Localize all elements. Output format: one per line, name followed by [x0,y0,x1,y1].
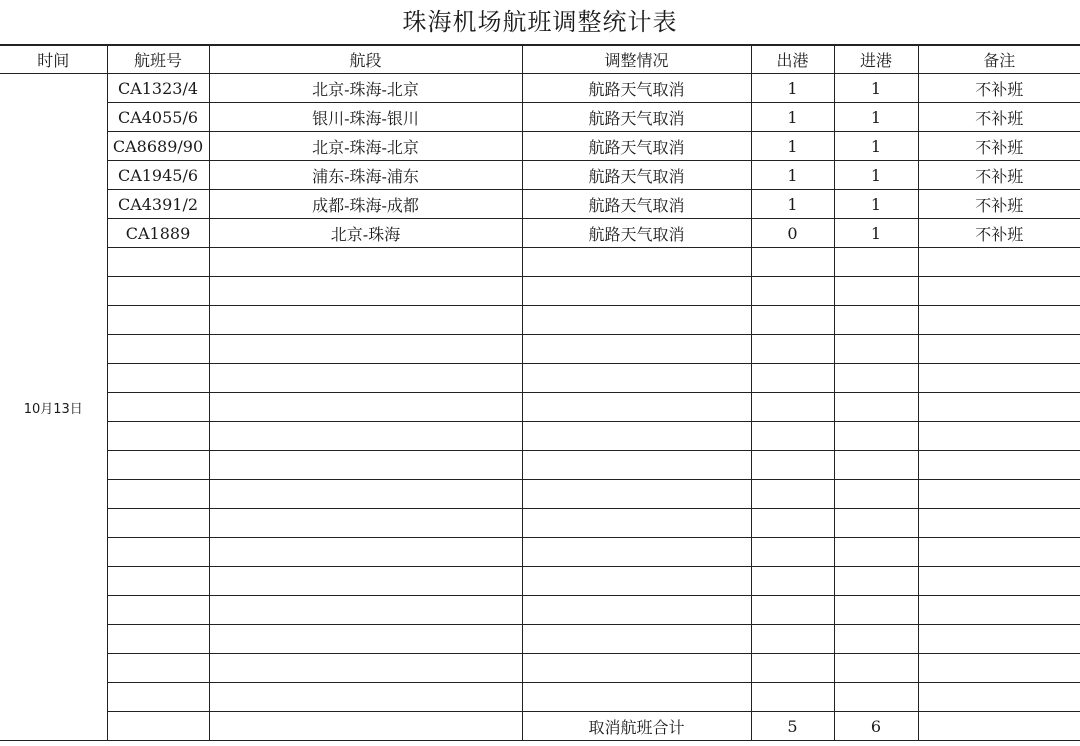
adjustment-cell [522,625,751,654]
flight-no-cell [107,248,209,277]
remark-cell [918,393,1080,422]
header-adjustment: 调整情况 [522,46,751,74]
arrival-cell: 1 [834,103,918,132]
flight-no-cell: CA1323/4 [107,74,209,103]
flight-no-cell [107,306,209,335]
flight-no-cell [107,393,209,422]
route-cell: 成都-珠海-成都 [209,190,522,219]
table-row [0,393,1080,422]
adjustment-cell [522,480,751,509]
table-row [0,683,1080,712]
remark-cell [918,451,1080,480]
arrival-cell [834,451,918,480]
remark-cell [918,335,1080,364]
departure-cell: 1 [751,161,834,190]
remark-cell [918,654,1080,683]
flight-no-cell [107,625,209,654]
departure-cell [751,277,834,306]
arrival-cell [834,277,918,306]
flight-no-cell: CA4391/2 [107,190,209,219]
table-body [0,74,1080,741]
header-arrival: 进港 [834,46,918,74]
arrival-cell [834,480,918,509]
total-departure-cell: 5 [751,712,834,741]
flight-no-cell [107,538,209,567]
route-cell [209,538,522,567]
departure-cell [751,509,834,538]
adjustment-cell: 航路天气取消 [522,190,751,219]
table-row [0,132,1080,161]
remark-cell [918,306,1080,335]
route-cell [209,364,522,393]
arrival-cell: 1 [834,190,918,219]
date-cell: 10月13日 [0,74,107,741]
route-cell: 北京-珠海 [209,219,522,248]
header-route: 航段 [209,46,522,74]
table-row [0,567,1080,596]
flight-no-cell [107,509,209,538]
arrival-cell [834,335,918,364]
adjustment-cell: 航路天气取消 [522,103,751,132]
remark-cell [918,509,1080,538]
route-cell: 银川-珠海-银川 [209,103,522,132]
table-row [0,509,1080,538]
arrival-cell [834,248,918,277]
remark-cell [918,683,1080,712]
adjustment-cell [522,451,751,480]
arrival-cell [834,683,918,712]
flight-no-cell [107,480,209,509]
adjustment-cell [522,248,751,277]
header-row [0,46,1080,74]
remark-cell: 不补班 [918,161,1080,190]
adjustment-cell: 航路天气取消 [522,132,751,161]
table-row [0,364,1080,393]
remark-cell [918,712,1080,741]
remark-cell: 不补班 [918,74,1080,103]
arrival-cell [834,364,918,393]
flight-no-cell [107,683,209,712]
arrival-cell: 1 [834,219,918,248]
flight-no-cell: CA8689/90 [107,132,209,161]
adjustment-cell [522,509,751,538]
arrival-cell [834,596,918,625]
flight-no-cell [107,451,209,480]
departure-cell [751,451,834,480]
table-row [0,451,1080,480]
departure-cell [751,567,834,596]
departure-cell [751,625,834,654]
route-cell [209,654,522,683]
flight-table [0,45,1080,741]
departure-cell: 1 [751,74,834,103]
flight-no-cell [107,596,209,625]
route-cell [209,248,522,277]
adjustment-cell: 航路天气取消 [522,161,751,190]
remark-cell [918,596,1080,625]
header-remark: 备注 [918,46,1080,74]
arrival-cell [834,422,918,451]
departure-cell [751,306,834,335]
departure-cell: 1 [751,190,834,219]
arrival-cell [834,625,918,654]
departure-cell [751,480,834,509]
route-cell [209,451,522,480]
departure-cell [751,596,834,625]
route-cell [209,335,522,364]
table-row [0,654,1080,683]
departure-cell: 0 [751,219,834,248]
route-cell [209,625,522,654]
route-cell: 北京-珠海-北京 [209,74,522,103]
route-cell [209,712,522,741]
sheet-title: 珠海机场航班调整统计表 [0,0,1080,45]
arrival-cell [834,306,918,335]
remark-cell [918,422,1080,451]
adjustment-cell [522,364,751,393]
arrival-cell [834,509,918,538]
arrival-cell: 1 [834,74,918,103]
remark-cell [918,248,1080,277]
remark-cell [918,567,1080,596]
table-row [0,625,1080,654]
table-row [0,190,1080,219]
flight-no-cell [107,567,209,596]
flight-no-cell [107,654,209,683]
table-row [0,74,1080,103]
adjustment-cell [522,567,751,596]
table-row [0,335,1080,364]
adjustment-cell [522,306,751,335]
table-row [0,248,1080,277]
table-row [0,219,1080,248]
header-departure: 出港 [751,46,834,74]
route-cell [209,393,522,422]
adjustment-cell [522,335,751,364]
adjustment-cell [522,596,751,625]
route-cell [209,422,522,451]
remark-cell [918,538,1080,567]
table-row [0,103,1080,132]
route-cell: 浦东-珠海-浦东 [209,161,522,190]
table-row [0,712,1080,741]
departure-cell [751,654,834,683]
route-cell [209,277,522,306]
departure-cell [751,335,834,364]
flight-no-cell: CA1889 [107,219,209,248]
remark-cell: 不补班 [918,132,1080,161]
table-row [0,306,1080,335]
route-cell [209,509,522,538]
remark-cell: 不补班 [918,190,1080,219]
arrival-cell: 1 [834,161,918,190]
table-row [0,161,1080,190]
flight-no-cell [107,422,209,451]
remark-cell: 不补班 [918,103,1080,132]
adjustment-cell [522,683,751,712]
header-time: 时间 [0,46,107,74]
route-cell [209,567,522,596]
total-label-cell: 取消航班合计 [522,712,751,741]
adjustment-cell: 航路天气取消 [522,219,751,248]
flight-no-cell [107,364,209,393]
adjustment-cell [522,393,751,422]
table-row [0,422,1080,451]
flight-no-cell: CA1945/6 [107,161,209,190]
header-flight-no: 航班号 [107,46,209,74]
remark-cell [918,364,1080,393]
adjustment-cell [522,277,751,306]
route-cell [209,596,522,625]
table-row [0,538,1080,567]
table-row [0,596,1080,625]
flight-no-cell [107,335,209,364]
departure-cell: 1 [751,132,834,161]
departure-cell [751,248,834,277]
departure-cell [751,422,834,451]
remark-cell [918,277,1080,306]
adjustment-cell [522,654,751,683]
remark-cell [918,625,1080,654]
departure-cell [751,364,834,393]
arrival-cell [834,393,918,422]
route-cell [209,683,522,712]
arrival-cell [834,538,918,567]
table-row [0,277,1080,306]
arrival-cell [834,654,918,683]
remark-cell [918,480,1080,509]
remark-cell: 不补班 [918,219,1080,248]
total-arrival-cell: 6 [834,712,918,741]
adjustment-cell [522,538,751,567]
table-row [0,480,1080,509]
departure-cell [751,538,834,567]
route-cell [209,480,522,509]
departure-cell [751,393,834,422]
adjustment-cell [522,422,751,451]
flight-no-cell [107,712,209,741]
arrival-cell [834,567,918,596]
departure-cell: 1 [751,103,834,132]
route-cell: 北京-珠海-北京 [209,132,522,161]
arrival-cell: 1 [834,132,918,161]
flight-no-cell [107,277,209,306]
adjustment-cell: 航路天气取消 [522,74,751,103]
flight-no-cell: CA4055/6 [107,103,209,132]
route-cell [209,306,522,335]
departure-cell [751,683,834,712]
